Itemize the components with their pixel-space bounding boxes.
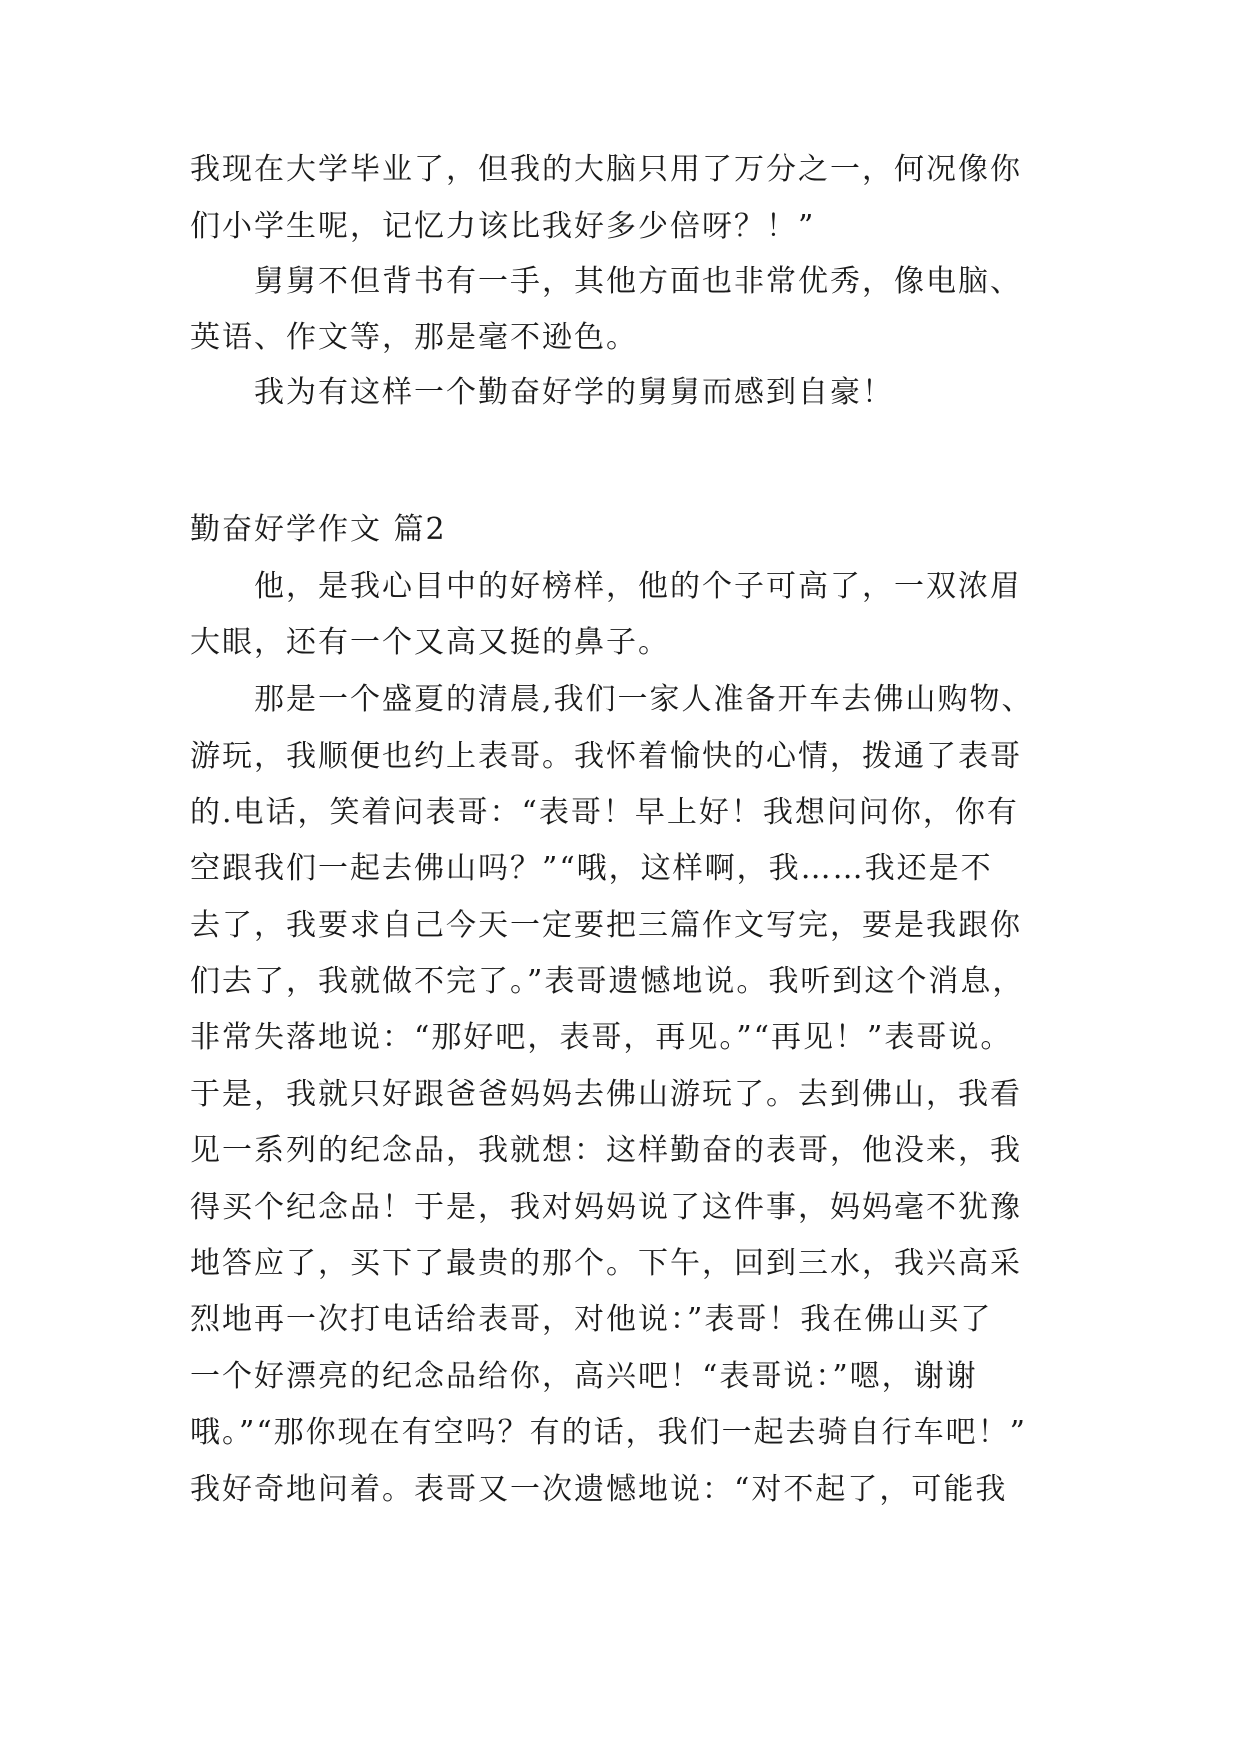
paragraph-line: 我好奇地问着。表哥又一次遗憾地说：“对不起了，可能我: [190, 1472, 1008, 1507]
paragraph-line: 的.电话，笑着问表哥：“表哥！早上好！我想问问你，你有: [190, 795, 1019, 830]
paragraph-line: 空跟我们一起去佛山吗？”“哦，这样啊，我……我还是不: [190, 851, 993, 886]
paragraph-line: 舅舅不但背书有一手，其他方面也非常优秀，像电脑、: [254, 264, 1022, 299]
paragraph-line: 们去了，我就做不完了。”表哥遗憾地说。我听到这个消息，: [190, 964, 1025, 999]
paragraph-line: 我为有这样一个勤奋好学的舅舅而感到自豪！: [254, 375, 894, 410]
paragraph-line: 他，是我心目中的好榜样，他的个子可高了，一双浓眉: [254, 569, 1022, 604]
paragraph-line: 一个好漂亮的纪念品给你，高兴吧！“表哥说：”嗯，谢谢: [190, 1359, 978, 1394]
paragraph-line: 地答应了，买下了最贵的那个。下午，回到三水，我兴高采: [190, 1246, 1022, 1281]
paragraph-line: 去了，我要求自己今天一定要把三篇作文写完，要是我跟你: [190, 908, 1022, 943]
paragraph-line: 们小学生呢，记忆力该比我好多少倍呀？！”: [190, 209, 816, 244]
paragraph-line: 我现在大学毕业了，但我的大脑只用了万分之一，何况像你: [190, 152, 1022, 187]
paragraph-line: 哦。”“那你现在有空吗？有的话，我们一起去骑自行车吧！”: [190, 1415, 1028, 1450]
paragraph-line: 那是一个盛夏的清晨,我们一家人准备开车去佛山购物、: [254, 682, 1034, 717]
section-heading: 勤奋好学作文 篇2: [190, 512, 447, 547]
paragraph-line: 英语、作文等，那是毫不逊色。: [190, 320, 638, 355]
paragraph-line: 于是，我就只好跟爸爸妈妈去佛山游玩了。去到佛山，我看: [190, 1077, 1022, 1112]
paragraph-line: 烈地再一次打电话给表哥，对他说：”表哥！我在佛山买了: [190, 1302, 993, 1337]
paragraph-line: 大眼，还有一个又高又挺的鼻子。: [190, 625, 670, 660]
paragraph-line: 得买个纪念品！于是，我对妈妈说了这件事，妈妈毫不犹豫: [190, 1190, 1022, 1225]
paragraph-line: 游玩，我顺便也约上表哥。我怀着愉快的心情，拨通了表哥: [190, 739, 1022, 774]
paragraph-line: 见一系列的纪念品，我就想：这样勤奋的表哥，他没来，我: [190, 1133, 1022, 1168]
paragraph-line: 非常失落地说：“那好吧，表哥，再见。”“再见！”表哥说。: [190, 1020, 1013, 1055]
